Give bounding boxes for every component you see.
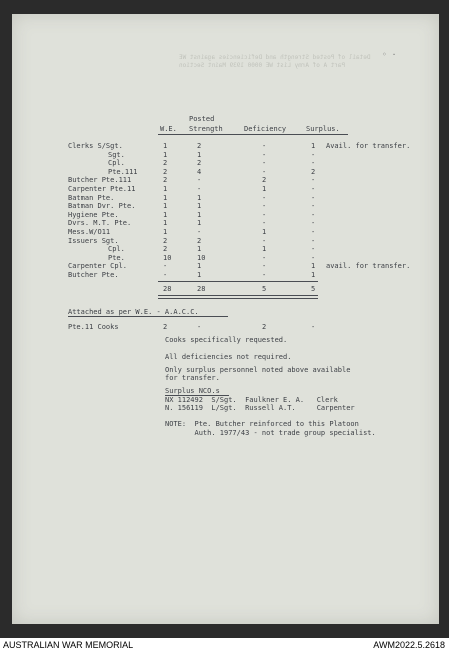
- row-0-we: 1: [163, 142, 168, 150]
- surplus-note-line-1: Only surplus personnel noted above available: [165, 366, 351, 374]
- row-3-strength: 4: [197, 167, 202, 176]
- col-header-deficiency: Deficiency: [244, 125, 287, 133]
- row-7-strength: 1: [197, 202, 202, 211]
- row-15-label: Butcher Pte.: [68, 270, 119, 279]
- row-13-strength: 10: [197, 253, 206, 262]
- row-2-deficiency: -: [262, 159, 267, 168]
- hole-punch-icon: ◦ ·: [382, 50, 397, 59]
- row-9-deficiency: -: [262, 219, 267, 228]
- totals-double-rule: [158, 295, 318, 299]
- row-4-deficiency: 2: [262, 176, 267, 185]
- row-9-note: [326, 219, 410, 228]
- row-3-we: 2: [163, 167, 168, 176]
- row-12-note: [326, 245, 410, 254]
- footnote-line-2: Auth. 1977/43 - not trade group specialist.: [165, 429, 376, 437]
- footer-institution: AUSTRALIAN WAR MEMORIAL: [3, 640, 134, 650]
- total-strength: 28: [197, 285, 206, 293]
- row-4-label: Butcher Pte.111: [68, 176, 132, 185]
- row-11-strength: 2: [197, 236, 202, 245]
- col-header-surplus: Surplus.: [306, 125, 340, 133]
- row-15-we: -: [163, 270, 168, 279]
- col-header-we: W.E.: [160, 125, 177, 133]
- row-13-we: 10: [163, 253, 172, 262]
- row-14-surplus: 1: [311, 262, 316, 271]
- archive-footer: [0, 638, 449, 653]
- row-11-label: Issuers Sgt.: [68, 236, 119, 245]
- row-0-note: Avail. for transfer.: [326, 142, 411, 150]
- row-2-surplus: -: [311, 159, 316, 168]
- cooks-note: Cooks specifically requested.: [165, 336, 288, 344]
- footnote-line-1: NOTE: Pte. Butcher reinforced to this Platoon: [165, 420, 359, 428]
- row-labels: [68, 142, 138, 280]
- row-1-strength: 1: [197, 150, 202, 159]
- row-5-we: 1: [163, 184, 168, 193]
- row-10-surplus: -: [311, 227, 316, 236]
- row-8-surplus: -: [311, 210, 316, 219]
- row-12-surplus: -: [311, 245, 316, 254]
- row-13-note: [326, 254, 410, 263]
- row-10-label: Mess.W/O11: [68, 227, 111, 236]
- row-0-deficiency: -: [262, 142, 267, 150]
- row-4-we: 2: [163, 176, 168, 185]
- row-15-deficiency: -: [262, 270, 267, 279]
- row-15-note: [326, 271, 410, 280]
- attached-heading-underline: [68, 316, 228, 317]
- row-13-deficiency: -: [262, 253, 267, 262]
- row-1-note: [326, 151, 410, 160]
- row-4-note: [326, 176, 410, 185]
- header-rule: [158, 134, 348, 135]
- row-10-deficiency: 1: [262, 227, 267, 236]
- row-14-strength: 1: [197, 262, 202, 271]
- row-9-label: Dvrs. M.T. Pte.: [68, 219, 132, 228]
- row-6-note: [326, 194, 410, 203]
- col-header-strength: Strength: [189, 125, 223, 133]
- row-3-note: [326, 168, 410, 177]
- row-10-strength: -: [197, 227, 202, 236]
- row-12-we: 2: [163, 245, 168, 254]
- row-0-surplus: 1: [311, 142, 316, 150]
- attached-surplus: -: [311, 323, 316, 331]
- row-6-deficiency: -: [262, 193, 267, 202]
- deficiency-column: [262, 142, 266, 280]
- row-15-surplus: 1: [311, 270, 316, 279]
- row-2-label: Cpl.: [108, 159, 125, 168]
- row-2-we: 2: [163, 159, 168, 168]
- row-1-surplus: -: [311, 150, 316, 159]
- row-7-note: [326, 202, 410, 211]
- row-5-label: Carpenter Pte.11: [68, 184, 136, 193]
- posted-label: Posted: [189, 115, 215, 123]
- row-4-strength: -: [197, 176, 202, 185]
- attached-row-label: Pte.11 Cooks: [68, 323, 119, 331]
- deficiencies-note: All deficiencies not required.: [165, 353, 292, 361]
- row-11-we: 2: [163, 236, 168, 245]
- row-3-label: Pte.111: [108, 167, 138, 176]
- row-8-label: Hygiene Pte.: [68, 210, 119, 219]
- row-3-surplus: 2: [311, 167, 316, 176]
- row-11-note: [326, 237, 410, 246]
- surplus-note-line-2: for transfer.: [165, 374, 220, 382]
- row-8-we: 1: [163, 210, 168, 219]
- row-10-we: 1: [163, 227, 168, 236]
- row-7-label: Batman Dvr. Pte.: [68, 202, 136, 211]
- row-2-note: [326, 159, 410, 168]
- row-11-deficiency: -: [262, 236, 267, 245]
- surplus-column: [311, 142, 315, 280]
- surplus-ncos-heading: Surplus NCO.s: [165, 387, 220, 395]
- note-column: [326, 142, 410, 280]
- row-13-surplus: -: [311, 253, 316, 262]
- row-8-deficiency: -: [262, 210, 267, 219]
- row-10-note: [326, 228, 410, 237]
- row-9-strength: 1: [197, 219, 202, 228]
- row-7-surplus: -: [311, 202, 316, 211]
- total-surplus: 5: [311, 285, 316, 293]
- row-8-strength: 1: [197, 210, 202, 219]
- row-6-label: Batman Pte.: [68, 193, 115, 202]
- row-5-deficiency: 1: [262, 184, 267, 193]
- row-7-deficiency: -: [262, 202, 267, 211]
- total-deficiency: 5: [262, 285, 267, 293]
- row-1-label: Sgt.: [108, 150, 125, 159]
- row-12-deficiency: 1: [262, 245, 267, 254]
- row-2-strength: 2: [197, 159, 202, 168]
- row-5-surplus: -: [311, 184, 316, 193]
- attached-heading: Attached as per W.E. - A.A.C.C.: [68, 308, 199, 316]
- row-3-deficiency: -: [262, 167, 267, 176]
- we-column: [163, 142, 171, 280]
- row-0-strength: 2: [197, 142, 202, 150]
- row-1-deficiency: -: [262, 150, 267, 159]
- totals-rule: [158, 281, 318, 282]
- attached-we: 2: [163, 323, 168, 331]
- document-page: [12, 14, 439, 624]
- row-14-we: -: [163, 262, 168, 271]
- row-14-label: Carpenter Cpl.: [68, 262, 128, 271]
- footer-accession-number: AWM2022.5.2618: [373, 640, 445, 650]
- attached-deficiency: 2: [262, 323, 267, 331]
- row-6-surplus: -: [311, 193, 316, 202]
- row-4-surplus: -: [311, 176, 316, 185]
- row-6-strength: 1: [197, 193, 202, 202]
- surplus-nco-1: NX 112492 S/Sgt. Faulkner E. A. Clerk: [165, 396, 338, 404]
- surplus-nco-2: N. 156119 L/Sgt. Russell A.T. Carpenter: [165, 404, 355, 412]
- row-9-surplus: -: [311, 219, 316, 228]
- attached-strength: -: [197, 323, 202, 331]
- row-15-strength: 1: [197, 270, 202, 279]
- strength-column: [197, 142, 205, 280]
- row-5-note: [326, 185, 410, 194]
- row-9-we: 1: [163, 219, 168, 228]
- row-7-we: 1: [163, 202, 168, 211]
- row-1-we: 1: [163, 150, 168, 159]
- bleed-through-text: Detail of Posted Strength and Deficiencies against WE Part A of Army List WE 0000 1939 Maint Section: [179, 54, 371, 69]
- total-we: 28: [163, 285, 172, 293]
- row-12-strength: 1: [197, 245, 202, 254]
- row-11-surplus: -: [311, 236, 316, 245]
- row-6-we: 1: [163, 193, 168, 202]
- row-13-label: Pte.: [108, 253, 125, 262]
- row-8-note: [326, 211, 410, 220]
- row-14-note: avail. for transfer.: [326, 262, 411, 271]
- row-14-deficiency: -: [262, 262, 267, 271]
- row-0-label: Clerks S/Sgt.: [68, 142, 123, 150]
- row-12-label: Cpl.: [108, 245, 125, 254]
- row-5-strength: -: [197, 184, 202, 193]
